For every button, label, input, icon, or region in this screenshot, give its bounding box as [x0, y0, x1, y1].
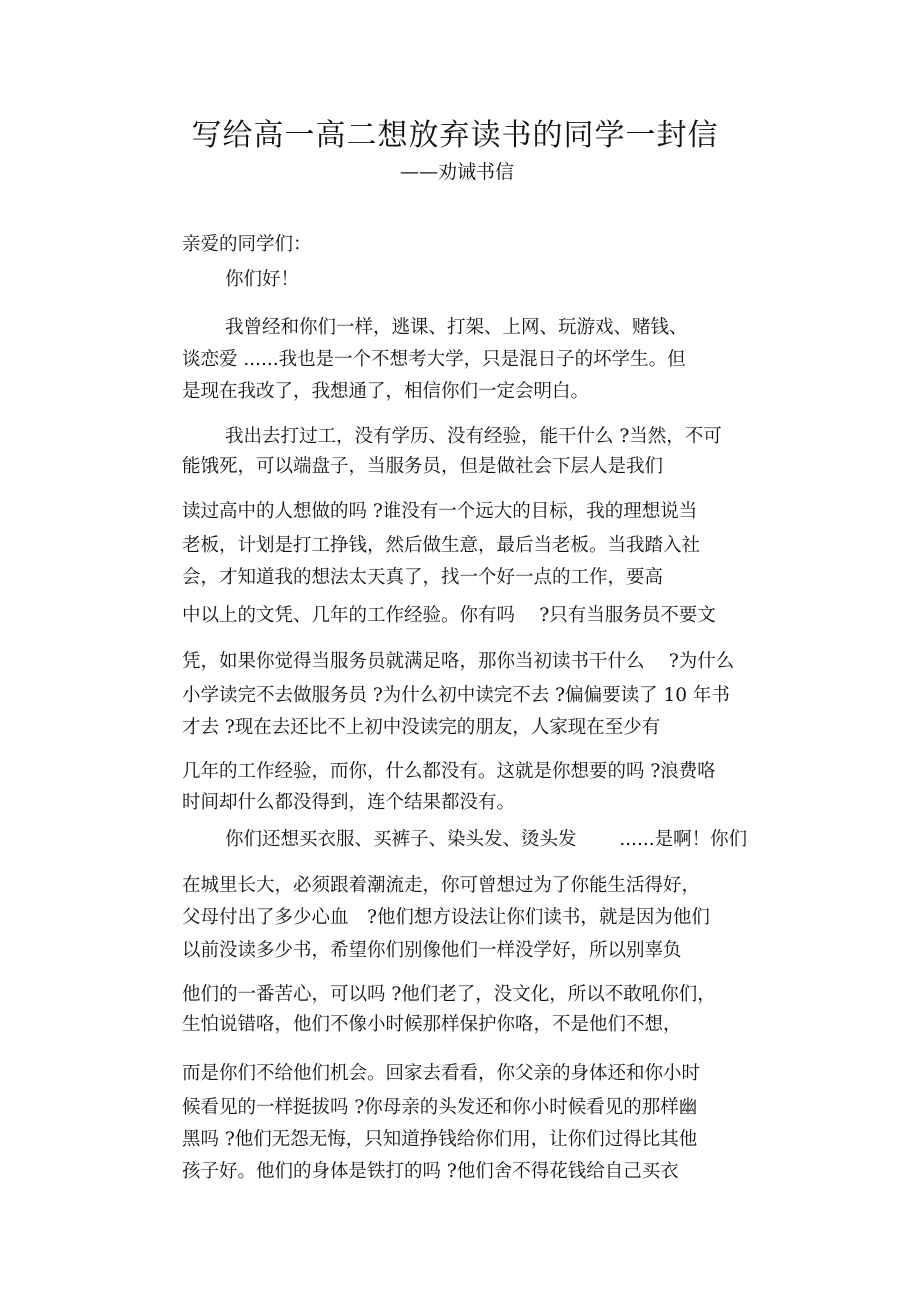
salutation: 亲爱的同学们： — [182, 234, 312, 255]
text-line: 候看见的一样挺拔吗 ?你母亲的头发还和你小时候看见的那样幽 — [182, 1097, 698, 1118]
text-line: 老板，计划是打工挣钱，然后做生意，最后当老板。当我踏入社 — [182, 535, 701, 556]
text-line: 时间却什么都没得到，连个结果都没有。 — [182, 792, 516, 813]
text-line: 在城里长大，必须跟着潮流走，你可曾想过为了你能生活得好， — [182, 875, 701, 896]
text-line: 生怕说错咯，他们不像小时候那样保护你咯，不是他们不想， — [182, 1014, 682, 1035]
text-line: 会，才知道我的想法太天真了，找一个好一点的工作，要高 — [182, 567, 664, 588]
greeting: 你们好！ — [225, 269, 300, 290]
text-line: 孩子好。他们的身体是铁打的吗 ?他们舍不得花钱给自己买衣 — [182, 1161, 679, 1182]
text-line: 以前没读多少书，希望你们别像他们一样没学好，所以别辜负 — [182, 940, 682, 961]
text-line: 你们还想买衣服、买裤子、染头发、烫头发 ......是啊！你们 — [225, 829, 748, 850]
text-line: 我曾经和你们一样，逃课、打架、上网、玩游戏、赌钱、 — [225, 317, 688, 338]
text-line: 而是你们不给他们机会。回家去看看，你父亲的身体还和你小时 — [182, 1063, 701, 1084]
text-line: 才去 ?现在去还比不上初中没读完的朋友，人家现在至少有 — [182, 717, 661, 738]
document-subtitle: ——劝诫书信 — [400, 161, 515, 183]
text-line: 小学读完不去做服务员 ?为什么初中读完不去 ?偏偏要读了 10 年书 — [182, 685, 730, 706]
text-line: 我出去打过工，没有学历、没有经验，能干什么 ?当然，不可 — [225, 426, 722, 447]
text-line: 是现在我改了，我想通了，相信你们一定会明白。 — [182, 381, 590, 402]
text-line: 几年的工作经验，而你，什么都没有。这就是你想要的吗 ?浪费咯 — [182, 761, 716, 782]
document-title: 写给高一高二想放弃读书的同学一封信 — [191, 118, 719, 153]
text-line: 父母付出了多少心血 ?他们想方设法让你们读书，就是因为他们 — [182, 907, 710, 928]
text-line: 黑吗 ?他们无怨无悔，只知道挣钱给你们用，让你们过得比其他 — [182, 1129, 698, 1150]
text-line: 凭，如果你觉得当服务员就满足咯，那你当初读书干什么 ?为什么 — [182, 651, 735, 672]
text-line: 读过高中的人想做的吗 ?谁没有一个远大的目标，我的理想说当 — [182, 501, 698, 522]
text-line: 他们的一番苦心，可以吗 ?他们老了，没文化，所以不敢吼你们， — [182, 984, 716, 1005]
text-line: 谈恋爱 ......我也是一个不想考大学，只是混日子的坏学生。但 — [182, 349, 686, 370]
text-line: 能饿死，可以端盘子，当服务员，但是做社会下层人是我们 — [182, 456, 664, 477]
text-line: 中以上的文凭、几年的工作经验。你有吗 ?只有当服务员不要文 — [182, 605, 716, 626]
